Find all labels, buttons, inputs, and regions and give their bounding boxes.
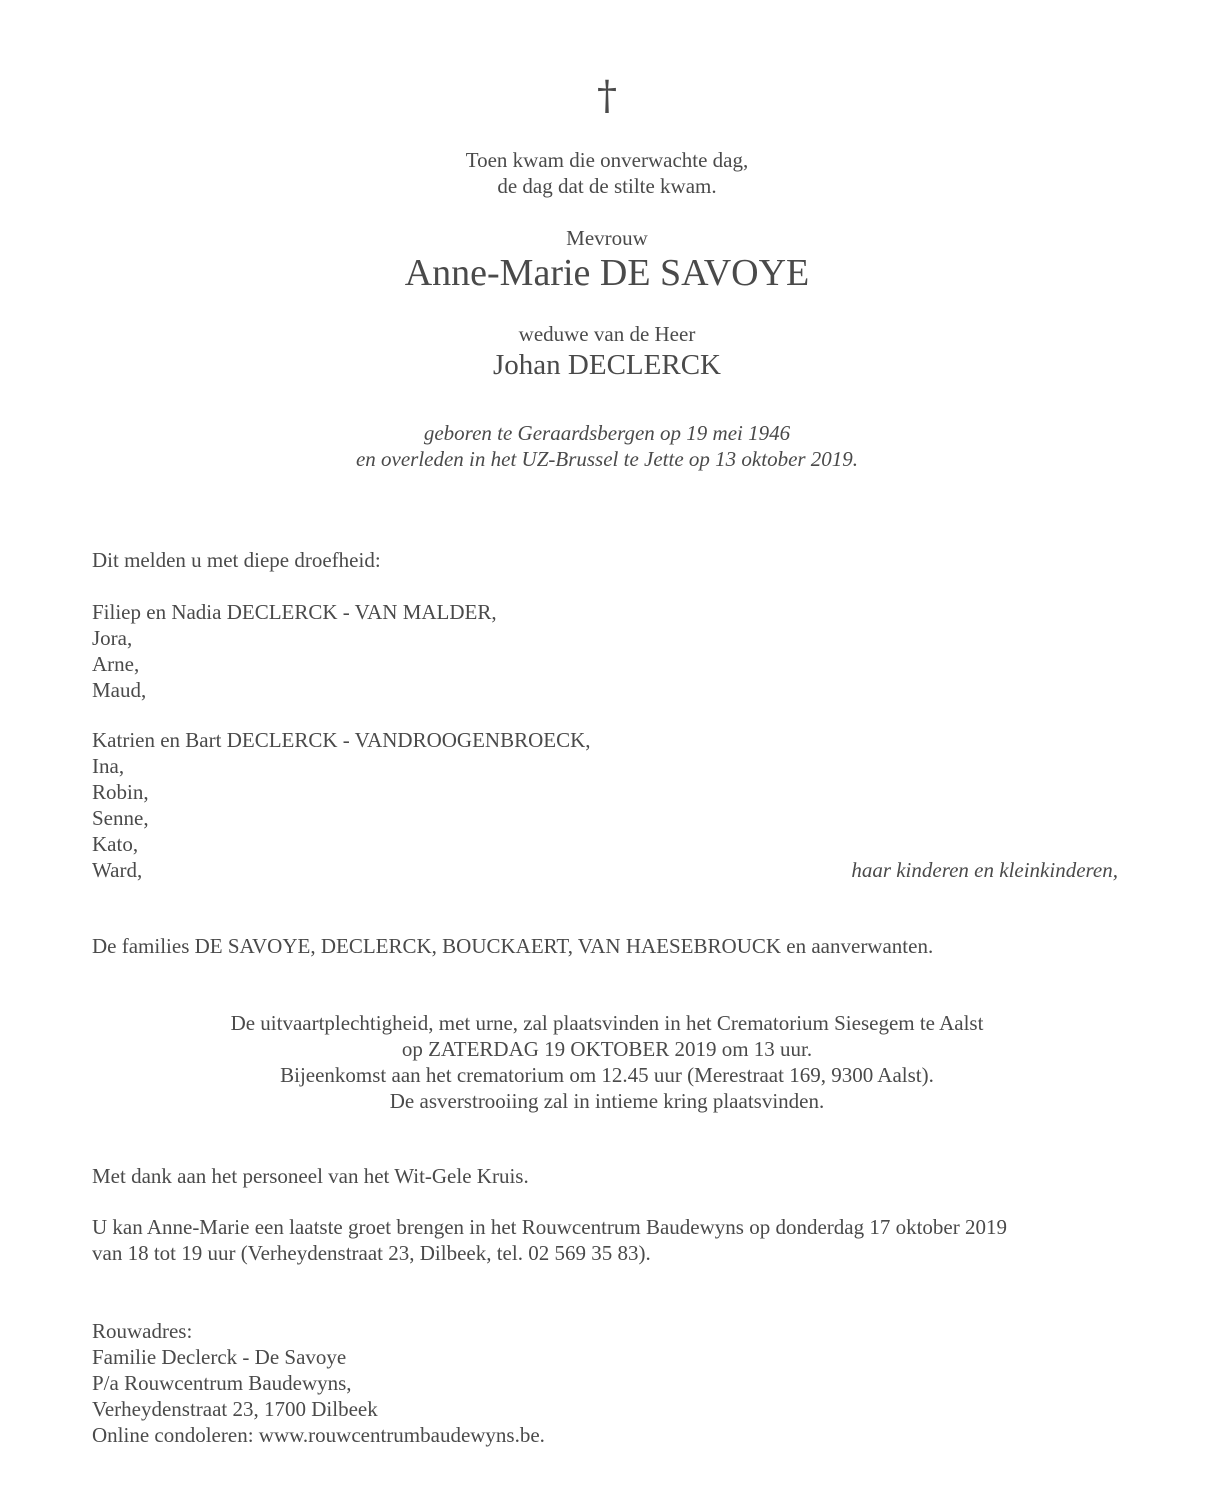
birth-line: geboren te Geraardsbergen op 19 mei 1946 xyxy=(423,421,791,445)
spouse-name: Johan DECLERCK xyxy=(493,349,721,381)
ceremony-line: De asverstrooiing zal in intieme kring plaatsvinden. xyxy=(389,1089,825,1113)
announcement-intro: Dit melden u met diepe droefheid: xyxy=(92,548,381,572)
honorific: Mevrouw xyxy=(566,226,648,250)
family-member: Arne, xyxy=(92,652,140,676)
family-member: Ward, xyxy=(92,858,143,882)
cross-icon: † xyxy=(597,73,617,119)
address-line: Verheydenstraat 23, 1700 Dilbeek xyxy=(92,1397,378,1421)
family-member: Senne, xyxy=(92,806,149,830)
ceremony-line: op ZATERDAG 19 OKTOBER 2019 om 13 uur. xyxy=(401,1037,813,1061)
family-member: Jora, xyxy=(92,626,133,650)
visitation-line: U kan Anne-Marie een laatste groet brengen in het Rouwcentrum Baudewyns op donderdag 17 oktober 2019 xyxy=(92,1215,1007,1239)
family-group-2 xyxy=(92,727,591,883)
family-role: haar kinderen en kleinkinderen, xyxy=(851,858,1118,882)
verse-line: Toen kwam die onverwachte dag, xyxy=(465,148,749,172)
mourning-address xyxy=(92,1318,545,1448)
ceremony-line: De uitvaartplechtigheid, met urne, zal plaatsvinden in het Crematorium Siesegem te Aalst xyxy=(230,1011,984,1035)
family-member: Filiep en Nadia DECLERCK - VAN MALDER, xyxy=(92,600,497,624)
ceremony-details xyxy=(0,1010,1214,1114)
deceased-name: Anne-Marie DE SAVOYE xyxy=(404,252,810,294)
family-member: Maud, xyxy=(92,678,147,702)
address-heading: Rouwadres: xyxy=(92,1319,193,1343)
family-member: Ina, xyxy=(92,754,125,778)
relation-label: weduwe van de Heer xyxy=(518,322,696,346)
ceremony-line: Bijeenkomst aan het crematorium om 12.45 uur (Merestraat 169, 9300 Aalst). xyxy=(280,1063,934,1087)
life-dates xyxy=(0,420,1214,472)
extended-families: De families DE SAVOYE, DECLERCK, BOUCKAERT, VAN HAESEBROUCK en aanverwanten. xyxy=(92,934,934,958)
condolence-link: Online condoleren: www.rouwcentrumbaudewyns.be. xyxy=(92,1423,545,1447)
family-member: Robin, xyxy=(92,780,149,804)
address-line: Familie Declerck - De Savoye xyxy=(92,1345,347,1369)
verse xyxy=(0,147,1214,199)
death-line: en overleden in het UZ-Brussel te Jette op 13 oktober 2019. xyxy=(355,447,859,471)
thanks-note: Met dank aan het personeel van het Wit-Gele Kruis. xyxy=(92,1164,529,1188)
address-line: P/a Rouwcentrum Baudewyns, xyxy=(92,1371,352,1395)
family-group-1 xyxy=(92,599,497,703)
visitation-info xyxy=(92,1214,1007,1266)
family-member: Kato, xyxy=(92,832,139,856)
family-member: Katrien en Bart DECLERCK - VANDROOGENBROECK, xyxy=(92,728,591,752)
verse-line: de dag dat de stilte kwam. xyxy=(497,174,717,198)
visitation-line: van 18 tot 19 uur (Verheydenstraat 23, Dilbeek, tel. 02 569 35 83). xyxy=(92,1241,651,1265)
